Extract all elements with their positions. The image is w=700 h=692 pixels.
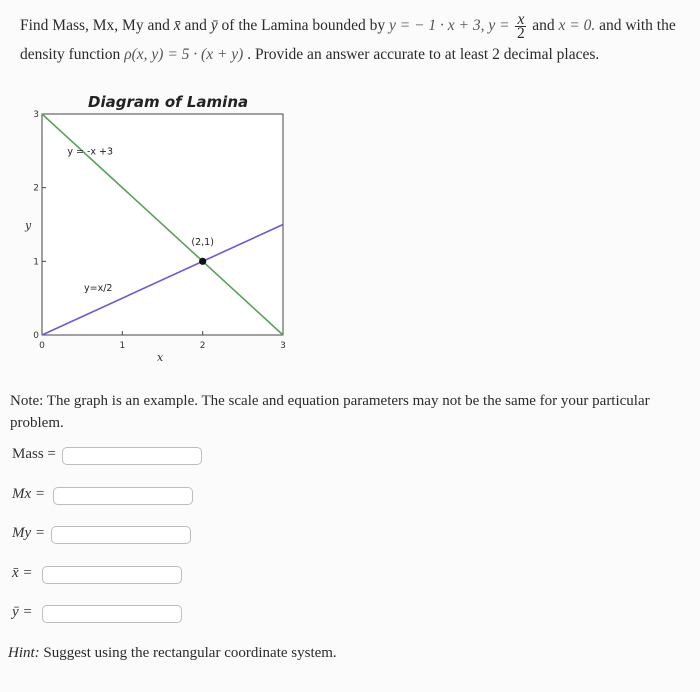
- fraction-denominator: 2: [517, 25, 525, 42]
- annotation-label: y = -x +3: [67, 146, 114, 158]
- hint: [8, 645, 337, 662]
- x-tick-label: 0: [39, 341, 45, 351]
- xbar-input[interactable]: [42, 566, 182, 584]
- note-text: Note: The graph is an example. The scale and equation parameters may not be the same for your particular problem.: [10, 393, 650, 431]
- mass-label: Mass =: [12, 446, 56, 462]
- hint-text: Suggest using the rectangular coordinate system.: [43, 645, 337, 661]
- x-tick-label: 1: [119, 341, 126, 351]
- diagram-title: Diagram of Lamina: [88, 93, 249, 111]
- my-label: My =: [12, 525, 46, 541]
- fraction-numerator: x: [517, 11, 525, 28]
- annotation-label: y=x/2: [84, 282, 113, 294]
- xbar-symbol: x̄: [173, 17, 181, 35]
- hint-prefix: Hint:: [8, 645, 40, 661]
- ybar-symbol: ȳ: [210, 17, 218, 35]
- xbar-label: x̄ =: [12, 565, 33, 581]
- equation-2: x = 0.: [558, 17, 596, 35]
- equation-1: y = − 1 · x + 3, y =: [388, 17, 510, 35]
- intersection-point: [199, 258, 206, 265]
- y-tick-label: 3: [33, 110, 39, 120]
- y-tick-label: 1: [33, 257, 39, 268]
- ybar-label: ȳ =: [12, 604, 33, 620]
- question-and: and: [184, 17, 207, 35]
- x-axis-label: x: [157, 351, 164, 364]
- ybar-input[interactable]: [42, 605, 182, 623]
- x-tick-label: 3: [280, 341, 286, 351]
- question-text: Find Mass, Mx, My and: [20, 17, 170, 35]
- mx-input[interactable]: [53, 487, 193, 505]
- y-axis-label: y: [25, 219, 32, 232]
- x-tick-label: 2: [199, 341, 206, 351]
- question-precision: . Provide an answer accurate to at least 2 decimal places.: [247, 46, 600, 63]
- my-input[interactable]: [51, 526, 191, 544]
- mx-label: Mx =: [12, 486, 46, 502]
- mass-input[interactable]: [62, 447, 202, 465]
- annotation-label: (2,1): [191, 237, 214, 249]
- question-density-label: density function: [20, 46, 121, 63]
- y-tick-label: 0: [33, 331, 39, 341]
- question-text-3: and with the: [599, 17, 676, 35]
- question-text-2: of the Lamina bounded by: [221, 17, 386, 35]
- question-and-2: and: [532, 17, 555, 35]
- y-tick-label: 2: [33, 183, 39, 194]
- density-function: ρ(x, y) = 5 · (x + y): [124, 46, 244, 63]
